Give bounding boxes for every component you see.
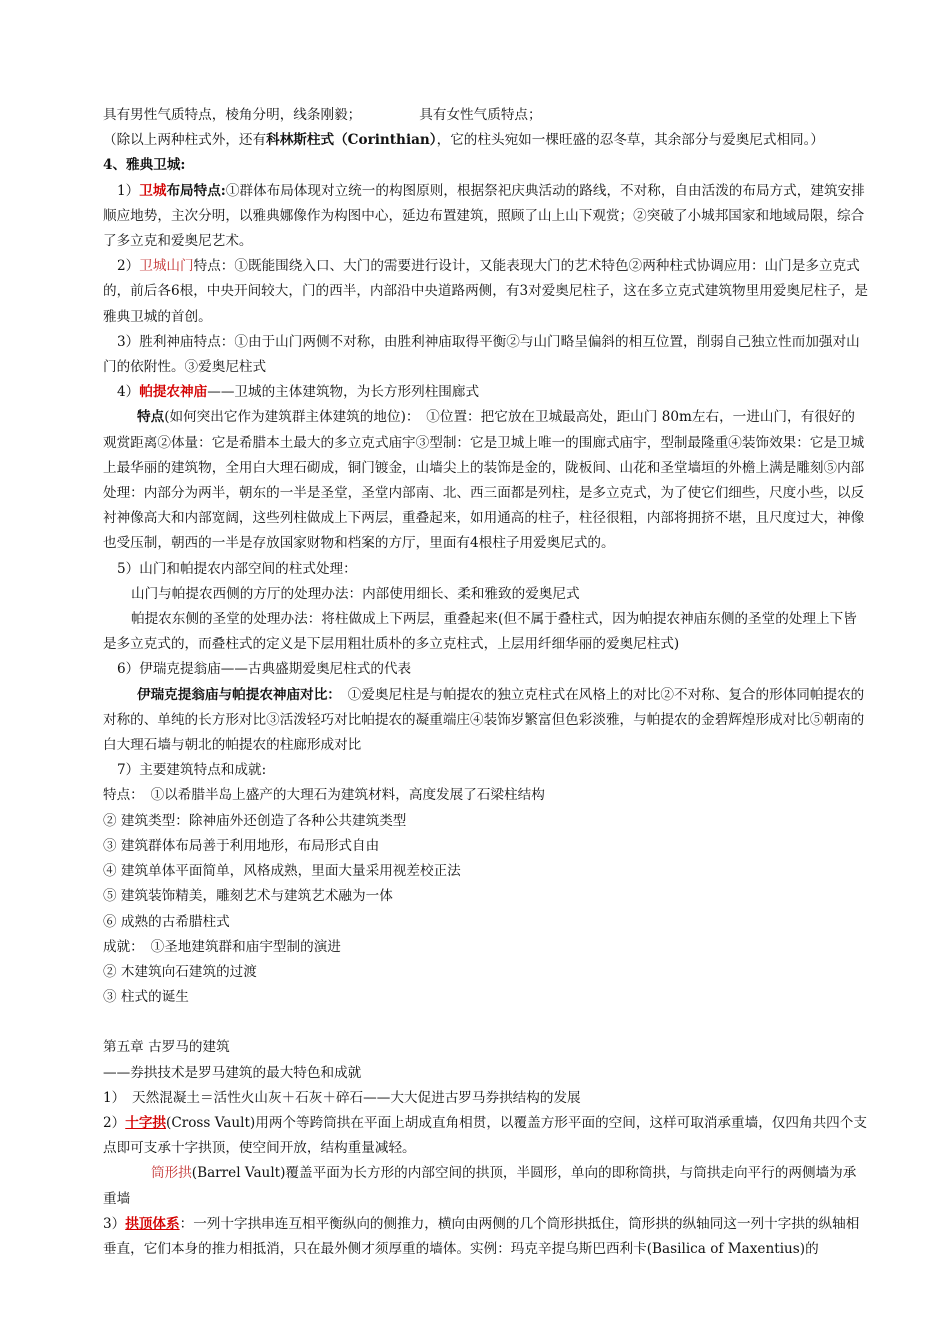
paragraph: 山门与帕提农西侧的方厅的处理办法：内部使用细长、柔和雅致的爱奥尼式 [131,585,580,602]
paragraph [103,179,868,255]
text-span: (Barrel Vault)覆盖平面为长方形的内部空间的拱顶，半圆形，单向的即称筒拱，与筒拱走向平行的两侧墙为承重墙 [103,1165,857,1207]
list-item: ③ 建筑群体布局善于利用地形，布局形式自由 [103,837,380,854]
paragraph [103,405,868,556]
paragraph: 5）山门和帕提农内部空间的柱式处理： [117,560,357,577]
text-span: (如何突出它作为建筑群主体建筑的地位)： ①位置：把它放在卫城最高处，距山门 80m左右，一进山门，有很好的观赏距离②体量：它是希腊本土最大的多立克式庙宇③型制：它是卫城上唯一的围廊式庙宇，型制最隆重④装饰效果：它是卫城上最华丽的建筑物，全用白大理石砌成，铜门镀金，山墙尖上的装饰是金的，陇板间、山花和圣堂墙垣的外檐上满是雕刻⑤内部处理：内部分为两半，朝东的一半是圣堂，圣堂内部南、北、西三面都是列柱，是多立克式，为了使它们细些，尺度小些，以反衬神像高大和内部宽阔，这些列柱做成上下两层，重叠起来，如用通高的柱子，柱径很粗，内部将拥挤不堪，且尺度过大，神像也受压制，朝西的一半是存放国家财物和档案的方厅，里面有4根柱子用爱奥尼式的。 [103,409,865,552]
text-span: 伊瑞克提翁庙与帕提农神庙对比： [137,686,335,703]
text-span: 特点 [137,409,165,426]
text-span: 2） [117,258,140,275]
text-span: ①爱奥尼柱是与帕提农的独立克柱式在风格上的对比②不对称、复合的形体同帕提农的对称的、单纯的长方形对比③活泼轻巧对比帕提农的凝重端庄④装饰岁繁富但色彩淡雅，与帕提农的金碧辉煌形成对比⑤朝南的白大理石墙与朝北的帕提农的柱廊形成对比 [103,686,865,754]
list-item: ② 建筑类型：除神庙外还创造了各种公共建筑类型 [103,812,407,829]
paragraph: 1） 天然混凝土＝活性火山灰＋石灰＋碎石——大大促进古罗马券拱结构的发展 [103,1089,581,1106]
text-line [103,128,868,153]
text-span: 特点：①既能围绕入口、大门的需要进行设计，又能表现大门的艺术特色②两种柱式协调应用：山门是多立克式的，前后各6根，中央开间较大，门的西半，内部沿中央道路两侧，有3对爱奥尼柱子，这在多立克式建筑物里用爱奥尼柱子，是雅典卫城的首创。 [103,258,868,325]
chapter-title: 第五章 古罗马的建筑 [103,1039,230,1056]
section-heading: 4、雅典卫城: [103,157,186,174]
term-parthenon: 帕提农神庙 [139,384,208,401]
term-cross-vault: 十字拱 [125,1114,167,1131]
spacer [103,1010,868,1035]
text-span: (Cross Vault)用两个等跨筒拱在平面上胡成直角相贯，以覆盖方形平面的空间，这样可取消承重墙，仅四角共四个支点即可支承十字拱顶，使空间开放，结构重量减轻。 [103,1114,867,1157]
text-span: 布局特点: [166,182,226,199]
list-item: ⑥ 成熟的古希腊柱式 [103,913,230,930]
term-acropolis: 卫城 [139,182,167,199]
paragraph: 3）胜利神庙特点：①由于山门两侧不对称，由胜利神庙取得平衡②与山门略呈偏斜的相互位置，削弱自己独立性而加强对山门的依附性。③爱奥尼柱式 [103,333,860,376]
paragraph: 帕提农东侧的圣堂的处理办法：将柱做成上下两层，重叠起来(但不属于叠柱式，因为帕提农神庙东侧的圣堂的处理上下皆是多立克式的，而叠柱式的定义是下层用粗壮质朴的多立克柱式，上层用纤细华丽的爱奥尼柱式) [103,611,857,653]
term-barrel-vault: 筒形拱 [151,1165,192,1182]
text-span: 具有男性气质特点，棱角分明，线条刚毅； [103,107,362,123]
paragraph: 7）主要建筑特点和成就: [117,762,267,779]
term-vault-system: 拱顶体系 [125,1215,180,1232]
paragraph [103,683,868,759]
text-span: ，它的柱头宛如一棵旺盛的忍冬草，其余部分与爱奥尼式相同。） [436,132,825,149]
text-span: ：一列十字拱串连互相平衡纵向的侧推力，横向由两侧的几个筒形拱抵住，筒形拱的纵轴同这一列十字拱的纵轴相垂直，它们本身的推力相抵消，只在最外侧才须厚重的墙体。实例：玛克辛提乌斯巴西利卡(Basilica of Maxentius)的 [103,1215,860,1257]
list-item: 成就： ①圣地建筑群和庙宇型制的演进 [103,938,341,955]
text-span: 3） [103,1215,126,1232]
paragraph [103,1161,868,1211]
text-line [103,103,868,128]
list-item: ⑤ 建筑装饰精美，雕刻艺术与建筑艺术融为一体 [103,888,393,905]
text-span: 具有女性气质特点； [419,107,542,123]
term-corinthian: 科林斯柱式（Corinthian） [266,132,437,149]
paragraph: 6）伊瑞克提翁庙——古典盛期爱奥尼柱式的代表 [117,661,412,678]
paragraph [103,1111,868,1161]
list-item: ③ 柱式的诞生 [103,989,189,1006]
list-item: ④ 建筑单体平面简单，风格成熟，里面大量采用视差校正法 [103,863,461,880]
chapter-subtitle: ——券拱技术是罗马建筑的最大特色和成就 [103,1064,362,1081]
term-propylaea: 卫城山门 [139,258,194,275]
text-span: 2） [103,1114,126,1131]
text-span: 1） [117,182,140,199]
list-item: 特点： ①以希腊半岛上盛产的大理石为建筑材料，高度发展了石梁柱结构 [103,787,545,804]
text-span: ——卫城的主体建筑物，为长方形列柱围廊式 [207,384,480,401]
paragraph [103,254,868,330]
paragraph [103,1212,868,1262]
text-span: ①群体布局体现对立统一的构图原则，根据祭祀庆典活动的路线，不对称，自由活泼的布局方式，建筑安排顺应地势，主次分明，以雅典娜像作为构图中心，延边布置建筑，照顾了山上山下观赏；②突破了小城邦国家和地域局限，综合了多立克和爱奥尼艺术。 [103,182,865,250]
text-span: （除以上两种柱式外，还有 [103,132,267,149]
list-item: ② 木建筑向石建筑的过渡 [103,963,257,980]
paragraph [103,380,868,405]
text-span: 4） [117,384,140,401]
